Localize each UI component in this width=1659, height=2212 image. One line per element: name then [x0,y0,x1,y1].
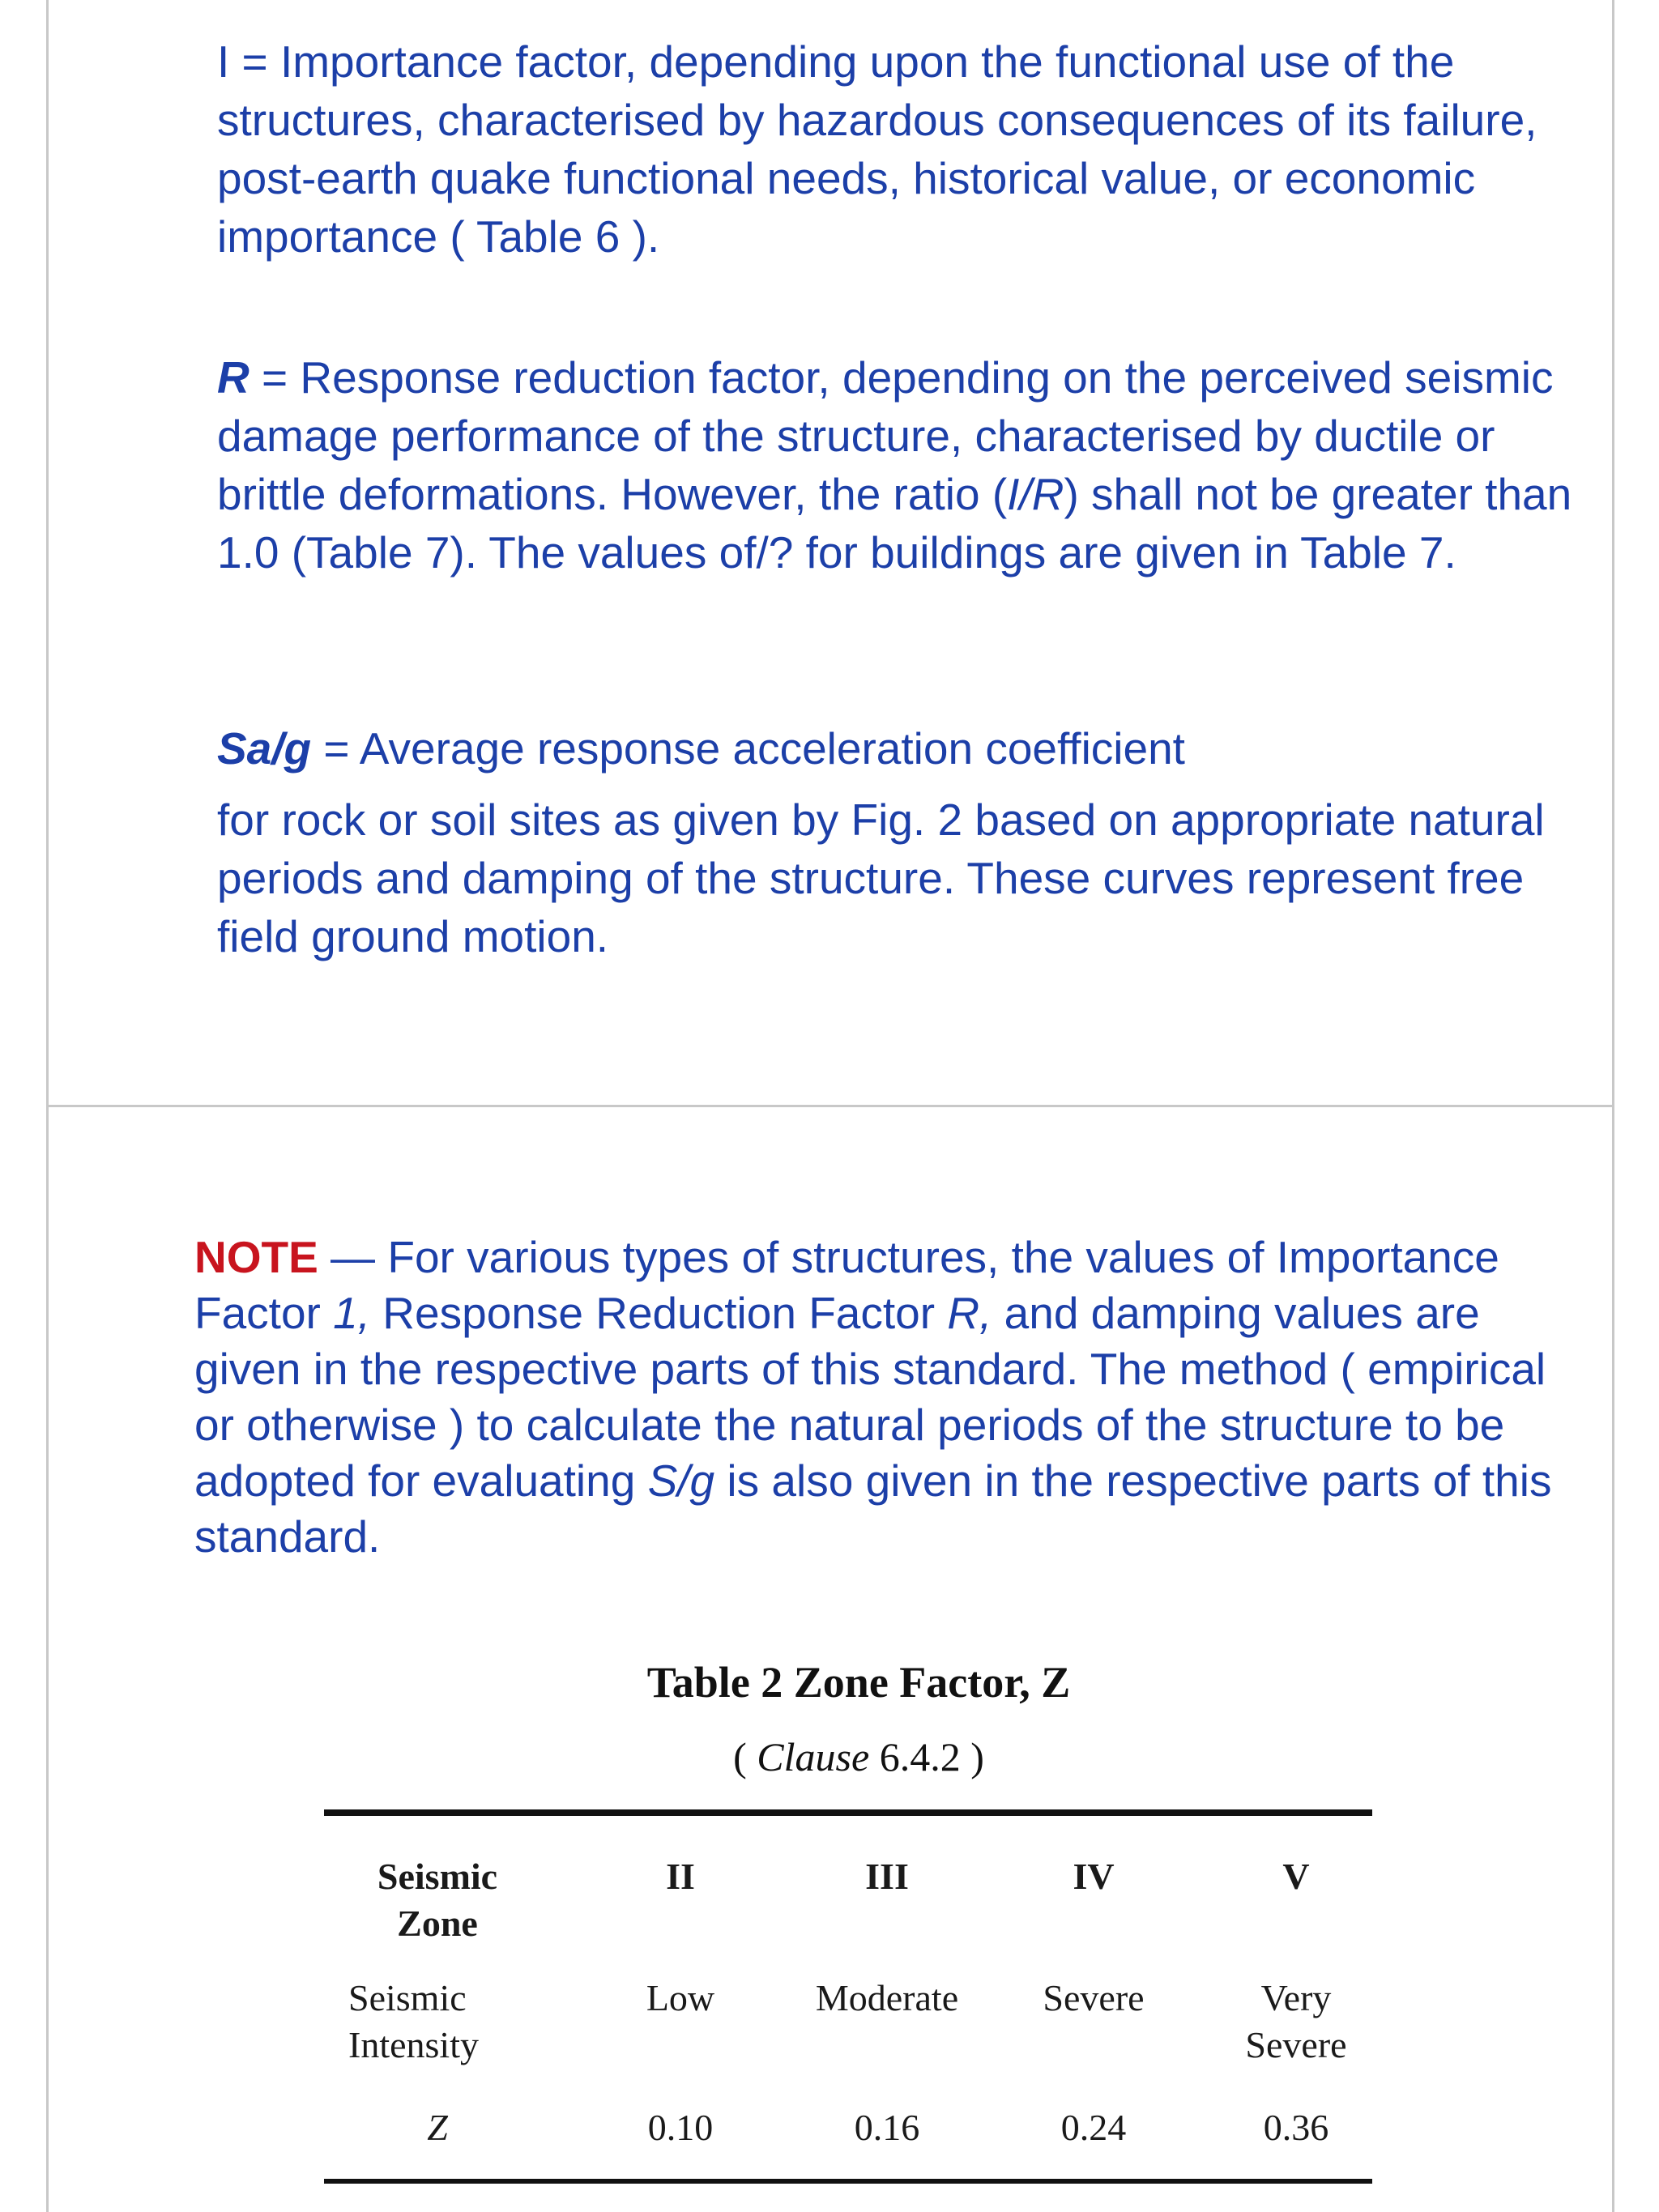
table-top-rule [324,1809,1372,1816]
table-title: Table 2 Zone Factor, Z [646,1658,1071,1707]
row-header-intensity: Seismic Intensity [348,1977,479,2065]
table-bottom-rule [324,2179,1372,2184]
note-paragraph [194,1230,1572,1565]
note-sg: S/g [647,1455,715,1506]
importance-symbol: I [217,36,230,87]
note-part4: is also given in the respective parts of this standard. [194,1455,1552,1562]
z-value-iv: 0.24 [1060,2107,1127,2148]
intensity-very-severe: Very Severe [1245,1977,1347,2065]
z-value-v: 0.36 [1263,2107,1329,2148]
z-value-ii: 0.10 [647,2107,714,2148]
z-value-iii: 0.16 [854,2107,920,2148]
importance-factor-definition [217,32,1578,266]
note-factor-r: R, [947,1288,992,1338]
row-header-zone: Seismic Zone [377,1856,498,1944]
sag-symbol: Sa/g [217,723,312,774]
note-label: NOTE [194,1232,318,1282]
note-factor-i: 1, [333,1288,371,1338]
note-part3: and damping values are given in the respective parts of this standard. The method ( empirical or otherwise ) to calculate the natural periods of the structure to be adopted for evaluating [194,1288,1546,1506]
sag-definition-head [217,719,1578,778]
note-part1: — For various types of structures, the values of Importance Factor [194,1232,1499,1338]
zone-iv: IV [1073,1856,1115,1897]
clause-word: Clause [757,1734,870,1779]
zone-ii: II [666,1856,695,1897]
importance-text: = Importance factor, depending upon the functional use of the structures, characterised by hazardous consequences of its failure, post-earth quake functional needs, historical value, or economic importance ( Table 6 ). [217,36,1537,262]
response-ratio: I/R [1007,469,1064,519]
note-part2: Response Reduction Factor [370,1288,948,1338]
table-clause: ( Clause 6.4.2 ) [733,1734,984,1779]
sag-head-text: = Average response acceleration coefficient [311,723,1185,774]
sag-definition-body: for rock or soil sites as given by Fig. 2 based on appropriate natural periods and damping of the structure. These curves represent free field ground motion. [217,795,1545,961]
row-header-z: Z [427,2107,448,2148]
intensity-severe: Severe [1043,1977,1145,2018]
intensity-low: Low [646,1977,715,2018]
clause-number: 6.4.2 [879,1734,961,1779]
zone-v: V [1282,1856,1310,1897]
response-reduction-definition [217,348,1578,582]
intensity-moderate: Moderate [815,1977,959,2018]
zone-iii: III [865,1856,909,1897]
slide-divider [46,1105,1614,1107]
response-text-before: = Response reduction factor, depending on the perceived seismic damage performance of the structure, characterised by ductile or brittle deformations. However, the ratio ( [217,352,1554,519]
response-symbol: R [217,352,249,403]
response-text-after: ) shall not be greater than 1.0 (Table 7). The values of/? for buildings are given in Table 7. [217,469,1572,578]
